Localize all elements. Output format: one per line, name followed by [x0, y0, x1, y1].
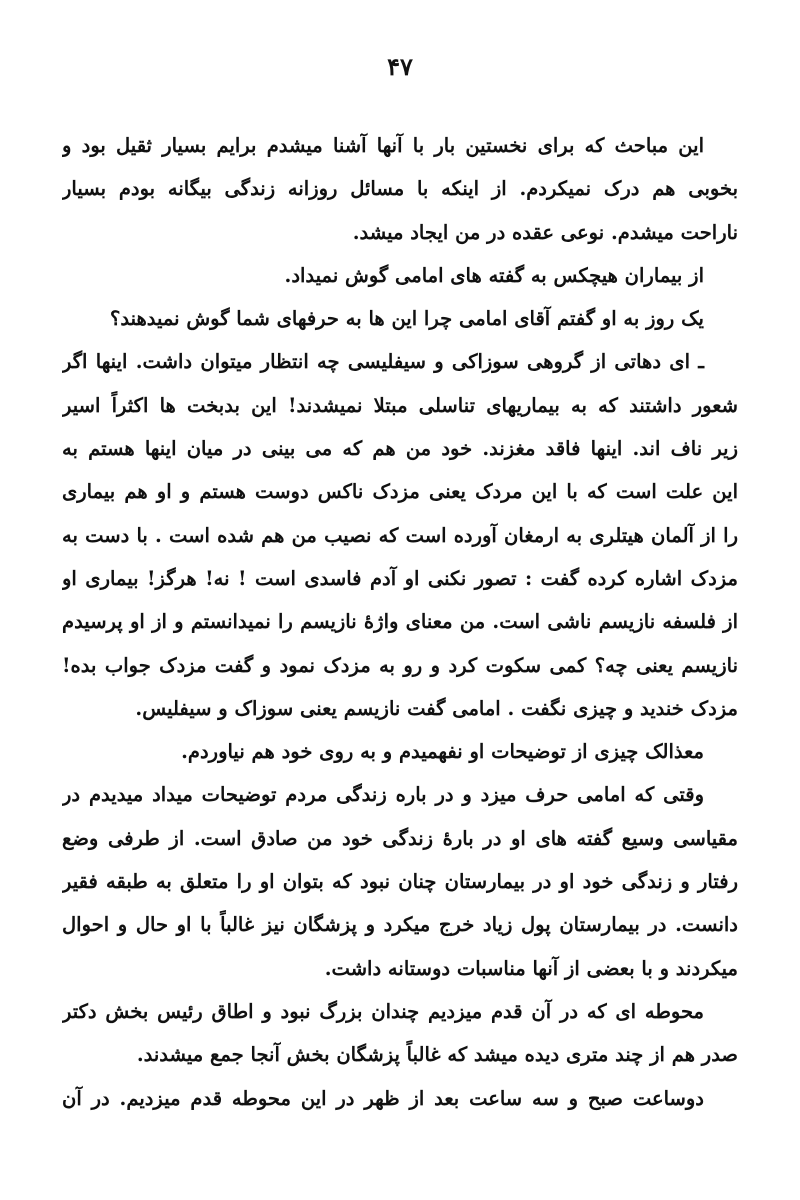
text-line: رفتار و زندگی خود او در بیمارستان چنان نبود که بتوان او را متعلق به طبقه فقیر — [62, 870, 738, 894]
text-line: را از آلمان هیتلری به ارمغان آورده است که نصیب من هم شده است . با دست به — [62, 523, 738, 547]
text-line: یک روز به او گفتم آقای امامی چرا این ها به حرفهای شما گوش نمیدهند؟ — [110, 307, 704, 331]
page-number: ۴۷ — [387, 52, 413, 81]
text-line: مقیاسی وسیع گفته های او در بارهٔ زندگی خود من صادق است. از طرفی وضع — [62, 826, 738, 850]
text-line: وقتی که امامی حرف میزد و در باره زندگی مردم توضیحات میداد میدیدم در — [62, 783, 704, 807]
text-line: نازیسم یعنی چه؟ کمی سکوت کرد و رو به مزدک نمود و گفت مزدک جواب بده! — [62, 653, 738, 677]
text-line: ـ ای دهاتی از گروهی سوزاکی و سیفلیسی چه انتظار میتوان داشت. اینها اگر — [62, 350, 704, 374]
text-line: شعور داشتند که به بیماریهای تناسلی مبتلا نمیشدند! این بدبخت ها اکثراً اسیر — [62, 393, 738, 417]
body-text — [62, 124, 738, 1120]
text-line: از بیماران هیچکس به گفته های امامی گوش نمیداد. — [284, 263, 704, 287]
text-line: این علت است که با این مردک یعنی مزدک ناکس دوست هستم و او هم بیماری — [62, 480, 738, 504]
text-line: محوطه ای که در آن قدم میزدیم چندان بزرگ نبود و اطاق رئیس بخش دکتر — [62, 999, 704, 1023]
text-line: دانست. در بیمارستان پول زیاد خرج میکرد و پزشگان نیز غالباً با او حال و احوال — [62, 913, 738, 937]
text-line: معذالک چیزی از توضیحات او نفهمیدم و به روی خود هم نیاوردم. — [181, 740, 704, 764]
text-line: صدر هم از چند متری دیده میشد که غالباً پزشگان بخش آنجا جمع میشدند. — [136, 1043, 738, 1067]
text-line: میکردند و با بعضی از آنها مناسبات دوستانه داشت. — [324, 956, 738, 980]
text-line: مزدک خندید و چیزی نگفت . امامی گفت نازیسم یعنی سوزاک و سیفلیس. — [135, 696, 738, 720]
text-line: دوساعت صبح و سه ساعت بعد از ظهر در این محوطه قدم میزدیم. در آن — [62, 1086, 704, 1110]
text-line: از فلسفه نازیسم ناشی است. من معنای واژهٔ نازیسم را نمیدانستم و از او پرسیدم — [62, 610, 738, 634]
text-line: ناراحت میشدم. نوعی عقده در من ایجاد میشد. — [352, 220, 738, 244]
text-line: بخوبی هم درک نمیکردم. از اینکه با مسائل روزانه زندگی بیگانه بودم بسیار — [62, 177, 738, 201]
text-line: زیر ناف اند. اینها فاقد مغزند. خود من هم که می بینی در میان اینها هستم به — [62, 437, 738, 461]
text-line: این مباحث که برای نخستین بار با آنها آشنا میشدم برایم بسیار ثقیل بود و — [62, 134, 704, 157]
text-line: مزدک اشاره کرده گفت : تصور نکنی او آدم فاسدی است ! نه! هرگز! بیماری او — [62, 566, 738, 590]
